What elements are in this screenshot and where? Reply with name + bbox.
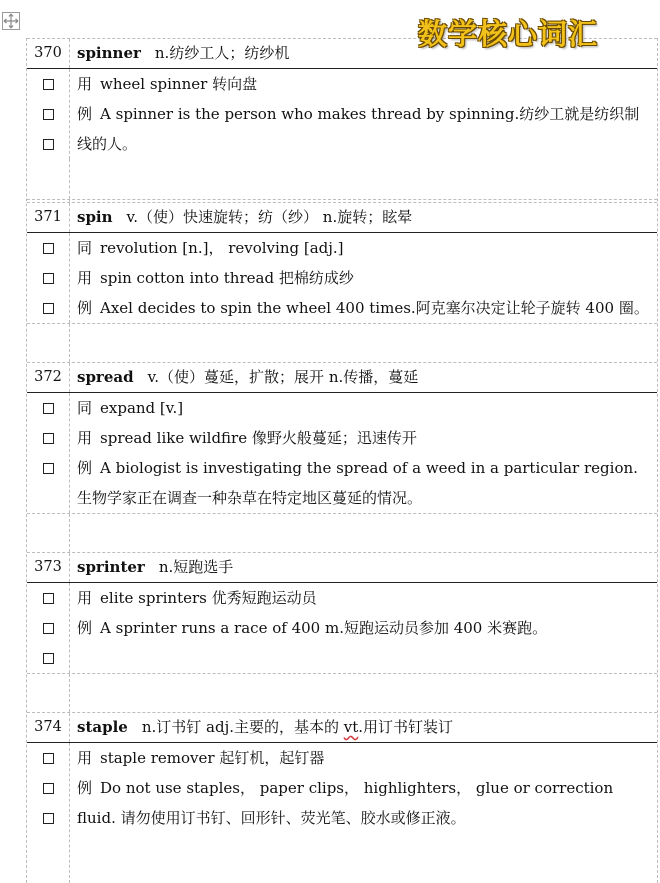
checkbox-column xyxy=(27,583,70,673)
definition: v.（使）蔓延，扩散；展开 n.传播，蔓延 xyxy=(147,368,419,386)
headword: spinner xyxy=(77,44,141,62)
headword: sprinter xyxy=(77,558,145,576)
example-line: 例 Do not use staples， paper clips， highlighters， glue or correction fluid. 请勿使用订书钉、回形针、荧光笔、胶水或修正液。 xyxy=(77,779,614,827)
vocabulary-table xyxy=(26,38,658,883)
move-icon xyxy=(3,13,19,29)
checkbox[interactable] xyxy=(43,79,54,90)
entry-371 xyxy=(27,202,657,362)
usage-line: 用 elite sprinters 优秀短跑运动员 xyxy=(77,589,317,607)
checkbox[interactable] xyxy=(43,783,54,794)
headword: spread xyxy=(77,368,134,386)
entry-header xyxy=(27,362,657,393)
entry-number: 371 xyxy=(27,203,70,232)
watermark-title: 数学核心词汇 xyxy=(418,17,599,51)
entry-number: 374 xyxy=(27,713,70,742)
entry-header xyxy=(27,712,657,743)
entry-header xyxy=(27,202,657,233)
checkbox[interactable] xyxy=(43,753,54,764)
entry-number: 370 xyxy=(27,39,70,68)
entry-number: 373 xyxy=(27,553,70,582)
entry-374 xyxy=(27,712,657,883)
checkbox-column xyxy=(27,233,70,323)
entry-370 xyxy=(27,38,657,202)
usage-line: 用 wheel spinner 转向盘 xyxy=(77,75,258,93)
headword: spin xyxy=(77,208,113,226)
synonym-line: 同 revolution [n.]， revolving [adj.] xyxy=(77,239,344,257)
checkbox[interactable] xyxy=(43,653,54,664)
example-line: 例 A sprinter runs a race of 400 m.短跑运动员参加 400 米赛跑。 xyxy=(77,619,548,637)
checkbox[interactable] xyxy=(43,109,54,120)
synonym-line: 同 expand [v.] xyxy=(77,399,184,417)
example-line: 例 Axel decides to spin the wheel 400 times.阿克塞尔决定让轮子旋转 400 圈。 xyxy=(77,299,649,317)
usage-line: 用 spin cotton into thread 把棉纺成纱 xyxy=(77,269,354,287)
checkbox-column xyxy=(27,743,70,883)
usage-line: 用 spread like wildfire 像野火般蔓延；迅速传开 xyxy=(77,429,417,447)
checkbox[interactable] xyxy=(43,139,54,150)
checkbox[interactable] xyxy=(43,813,54,824)
checkbox[interactable] xyxy=(43,433,54,444)
example-line: 例 A biologist is investigating the spread of a weed in a particular region.生物学家正在调查一种杂草在特定地区蔓延的情况。 xyxy=(77,459,638,507)
definition: n.短跑选手 xyxy=(158,558,234,576)
checkbox[interactable] xyxy=(43,403,54,414)
example-line: 例 A spinner is the person who makes thread by spinning.纺纱工就是纺织制线的人。 xyxy=(77,105,640,153)
table-move-handle[interactable] xyxy=(2,12,20,30)
checkbox[interactable] xyxy=(43,303,54,314)
checkbox-column xyxy=(27,69,70,159)
checkbox[interactable] xyxy=(43,243,54,254)
definition: n.纺纱工人；纺纱机 xyxy=(154,44,290,62)
checkbox[interactable] xyxy=(43,593,54,604)
entry-number: 372 xyxy=(27,363,70,392)
spelling-underline: vt xyxy=(343,718,359,736)
entry-header xyxy=(27,552,657,583)
usage-line: 用 staple remover 起钉机，起钉器 xyxy=(77,749,325,767)
entry-372 xyxy=(27,362,657,552)
definition: v.（使）快速旋转；纺（纱） n.旋转；眩晕 xyxy=(126,208,413,226)
checkbox[interactable] xyxy=(43,273,54,284)
headword: staple xyxy=(77,718,128,736)
checkbox[interactable] xyxy=(43,463,54,474)
checkbox[interactable] xyxy=(43,623,54,634)
checkbox-column xyxy=(27,393,70,513)
entry-373 xyxy=(27,552,657,712)
definition: n.订书钉 adj.主要的，基本的 vt.用订书钉装订 xyxy=(141,718,454,736)
